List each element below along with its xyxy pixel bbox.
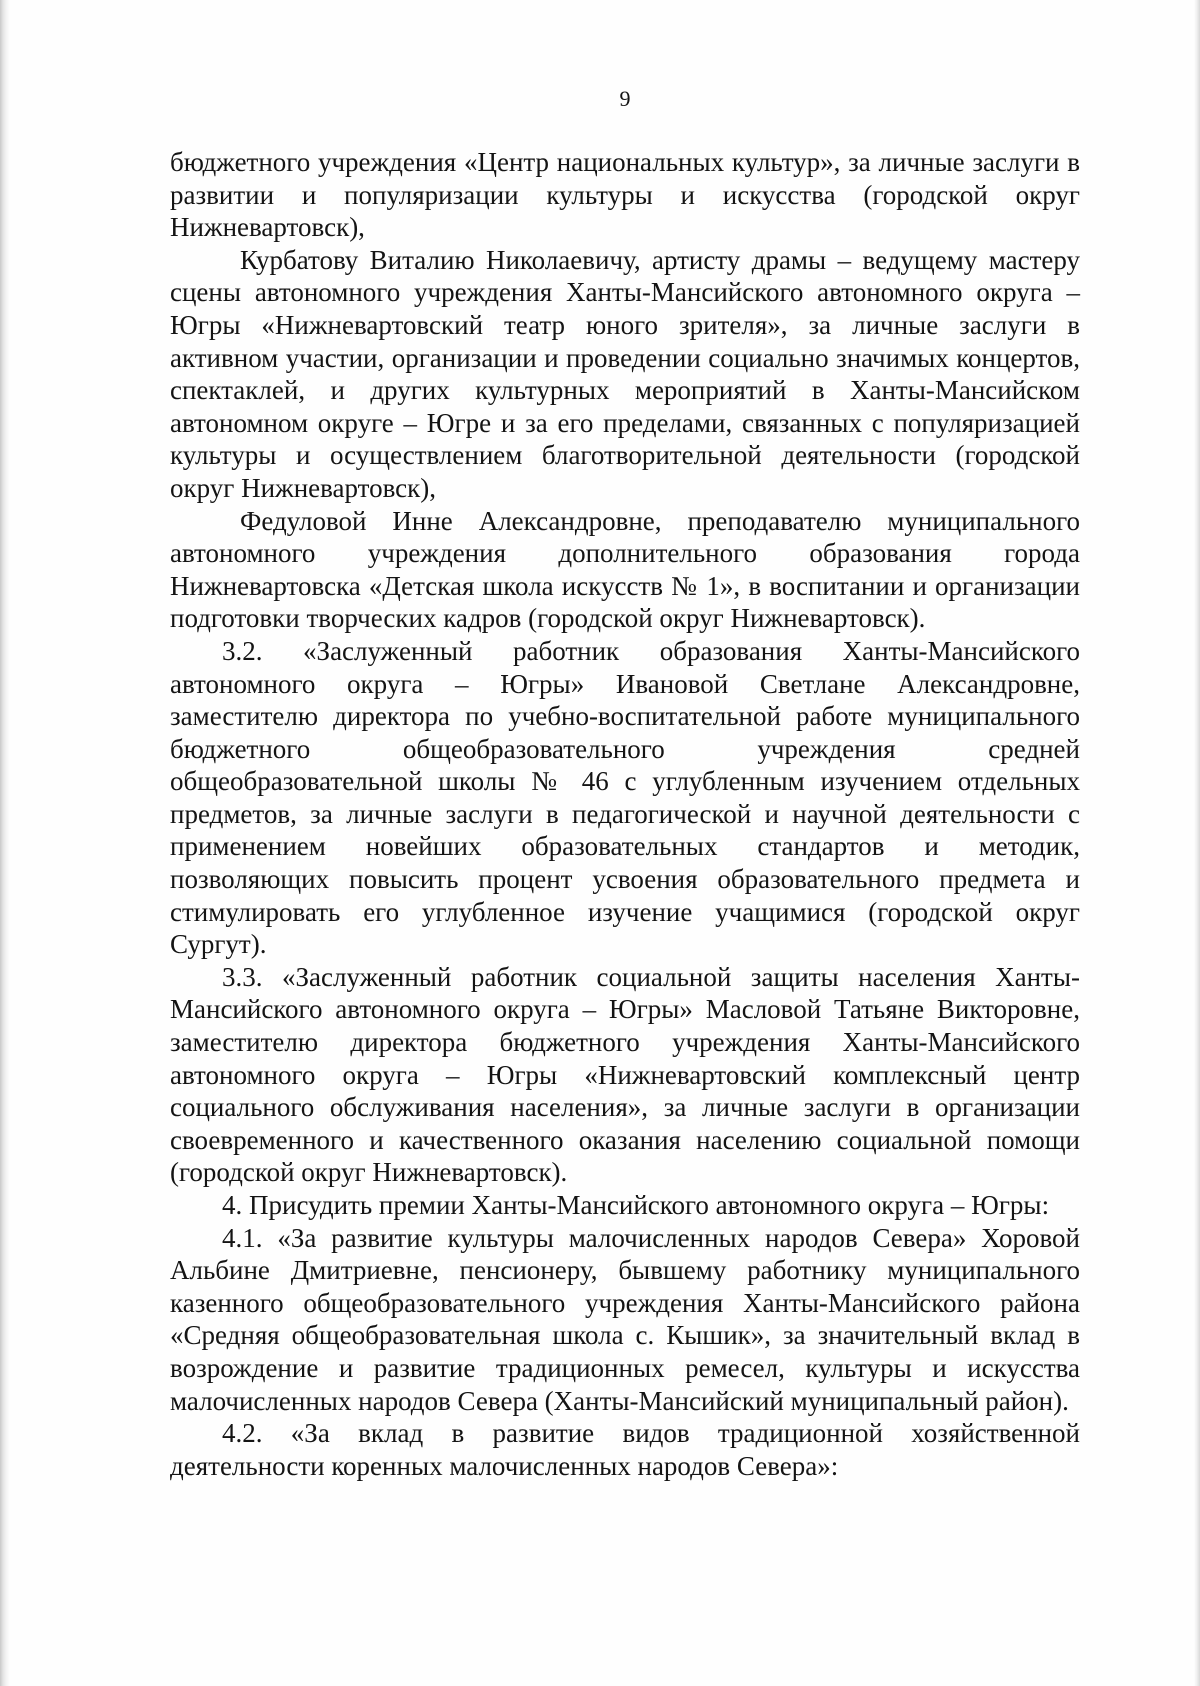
- paragraph-3-2: 3.2. «Заслуженный работник образования Ханты-Мансийского автономного округа – Югры» Ивановой Светлане Александровне, заместителю директора по учебно-воспитательной работе муниципального бюджетного общеобразовательного учреждения средней общеобразовательной школы № 46 с углубленным изучением отдельных предметов, за личные заслуги в педагогической и научной деятельности с применением новейших образовательных стандартов и методик, позволяющих повысить процент усвоения образовательного предмета и стимулировать его углубленное изучение учащимися (городской округ Сургут).: [170, 635, 1080, 960]
- scan-edge-right: [1194, 0, 1200, 1686]
- page-number: 9: [619, 86, 631, 111]
- paragraph-3-3: 3.3. «Заслуженный работник социальной защиты населения Ханты-Мансийского автономного округа – Югры» Масловой Татьяне Викторовне, заместителю директора бюджетного учреждения Ханты-Мансийского автономного округа – Югры «Нижневартовский комплексный центр социального обслуживания населения», за личные заслуги в организации своевременного и качественного оказания населению социальной помощи (городской округ Нижневартовск).: [170, 961, 1080, 1188]
- scan-edge-left: [0, 0, 10, 1686]
- paragraph-fedulova: Федуловой Инне Александровне, преподавателю муниципального автономного учреждения дополнительного образования города Нижневартовска «Детская школа искусств № 1», в воспитании и организации подготовки творческих кадров (городской округ Нижневартовск).: [170, 505, 1080, 634]
- document-body: [170, 146, 1080, 1482]
- paragraph-4-2: 4.2. «За вклад в развитие видов традиционной хозяйственной деятельности коренных малочисленных народов Севера»:: [170, 1418, 1080, 1481]
- paragraph-4: 4. Присудить премии Ханты-Мансийского автономного округа – Югры:: [222, 1190, 1050, 1220]
- paragraph-continuation: бюджетного учреждения «Центр национальных культур», за личные заслуги в развитии и популяризации культуры и искусства (городской округ Нижневартовск),: [170, 147, 1080, 243]
- paragraph-kurbatov: Курбатову Виталию Николаевичу, артисту драмы – ведущему мастеру сцены автономного учреждения Ханты-Мансийского автономного округа – Югры «Нижневартовский театр юного зрителя», за личные заслуги в активном участии, организации и проведении социально значимых концертов, спектаклей, и других культурных мероприятий в Ханты-Мансийском автономном округе – Югре и за его пределами, связанных с популяризацией культуры и осуществлением благотворительной деятельности (городской округ Нижневартовск),: [170, 244, 1080, 503]
- paragraph-4-1: 4.1. «За развитие культуры малочисленных народов Севера» Хоровой Альбине Дмитриевне, пенсионеру, бывшему работнику муниципального казенного общеобразовательного учреждения Ханты-Мансийского района «Средняя общеобразовательная школа с. Кышик», за значительный вклад в возрождение и развитие традиционных ремесел, культуры и искусства малочисленных народов Севера (Ханты-Мансийский муниципальный район).: [170, 1222, 1080, 1416]
